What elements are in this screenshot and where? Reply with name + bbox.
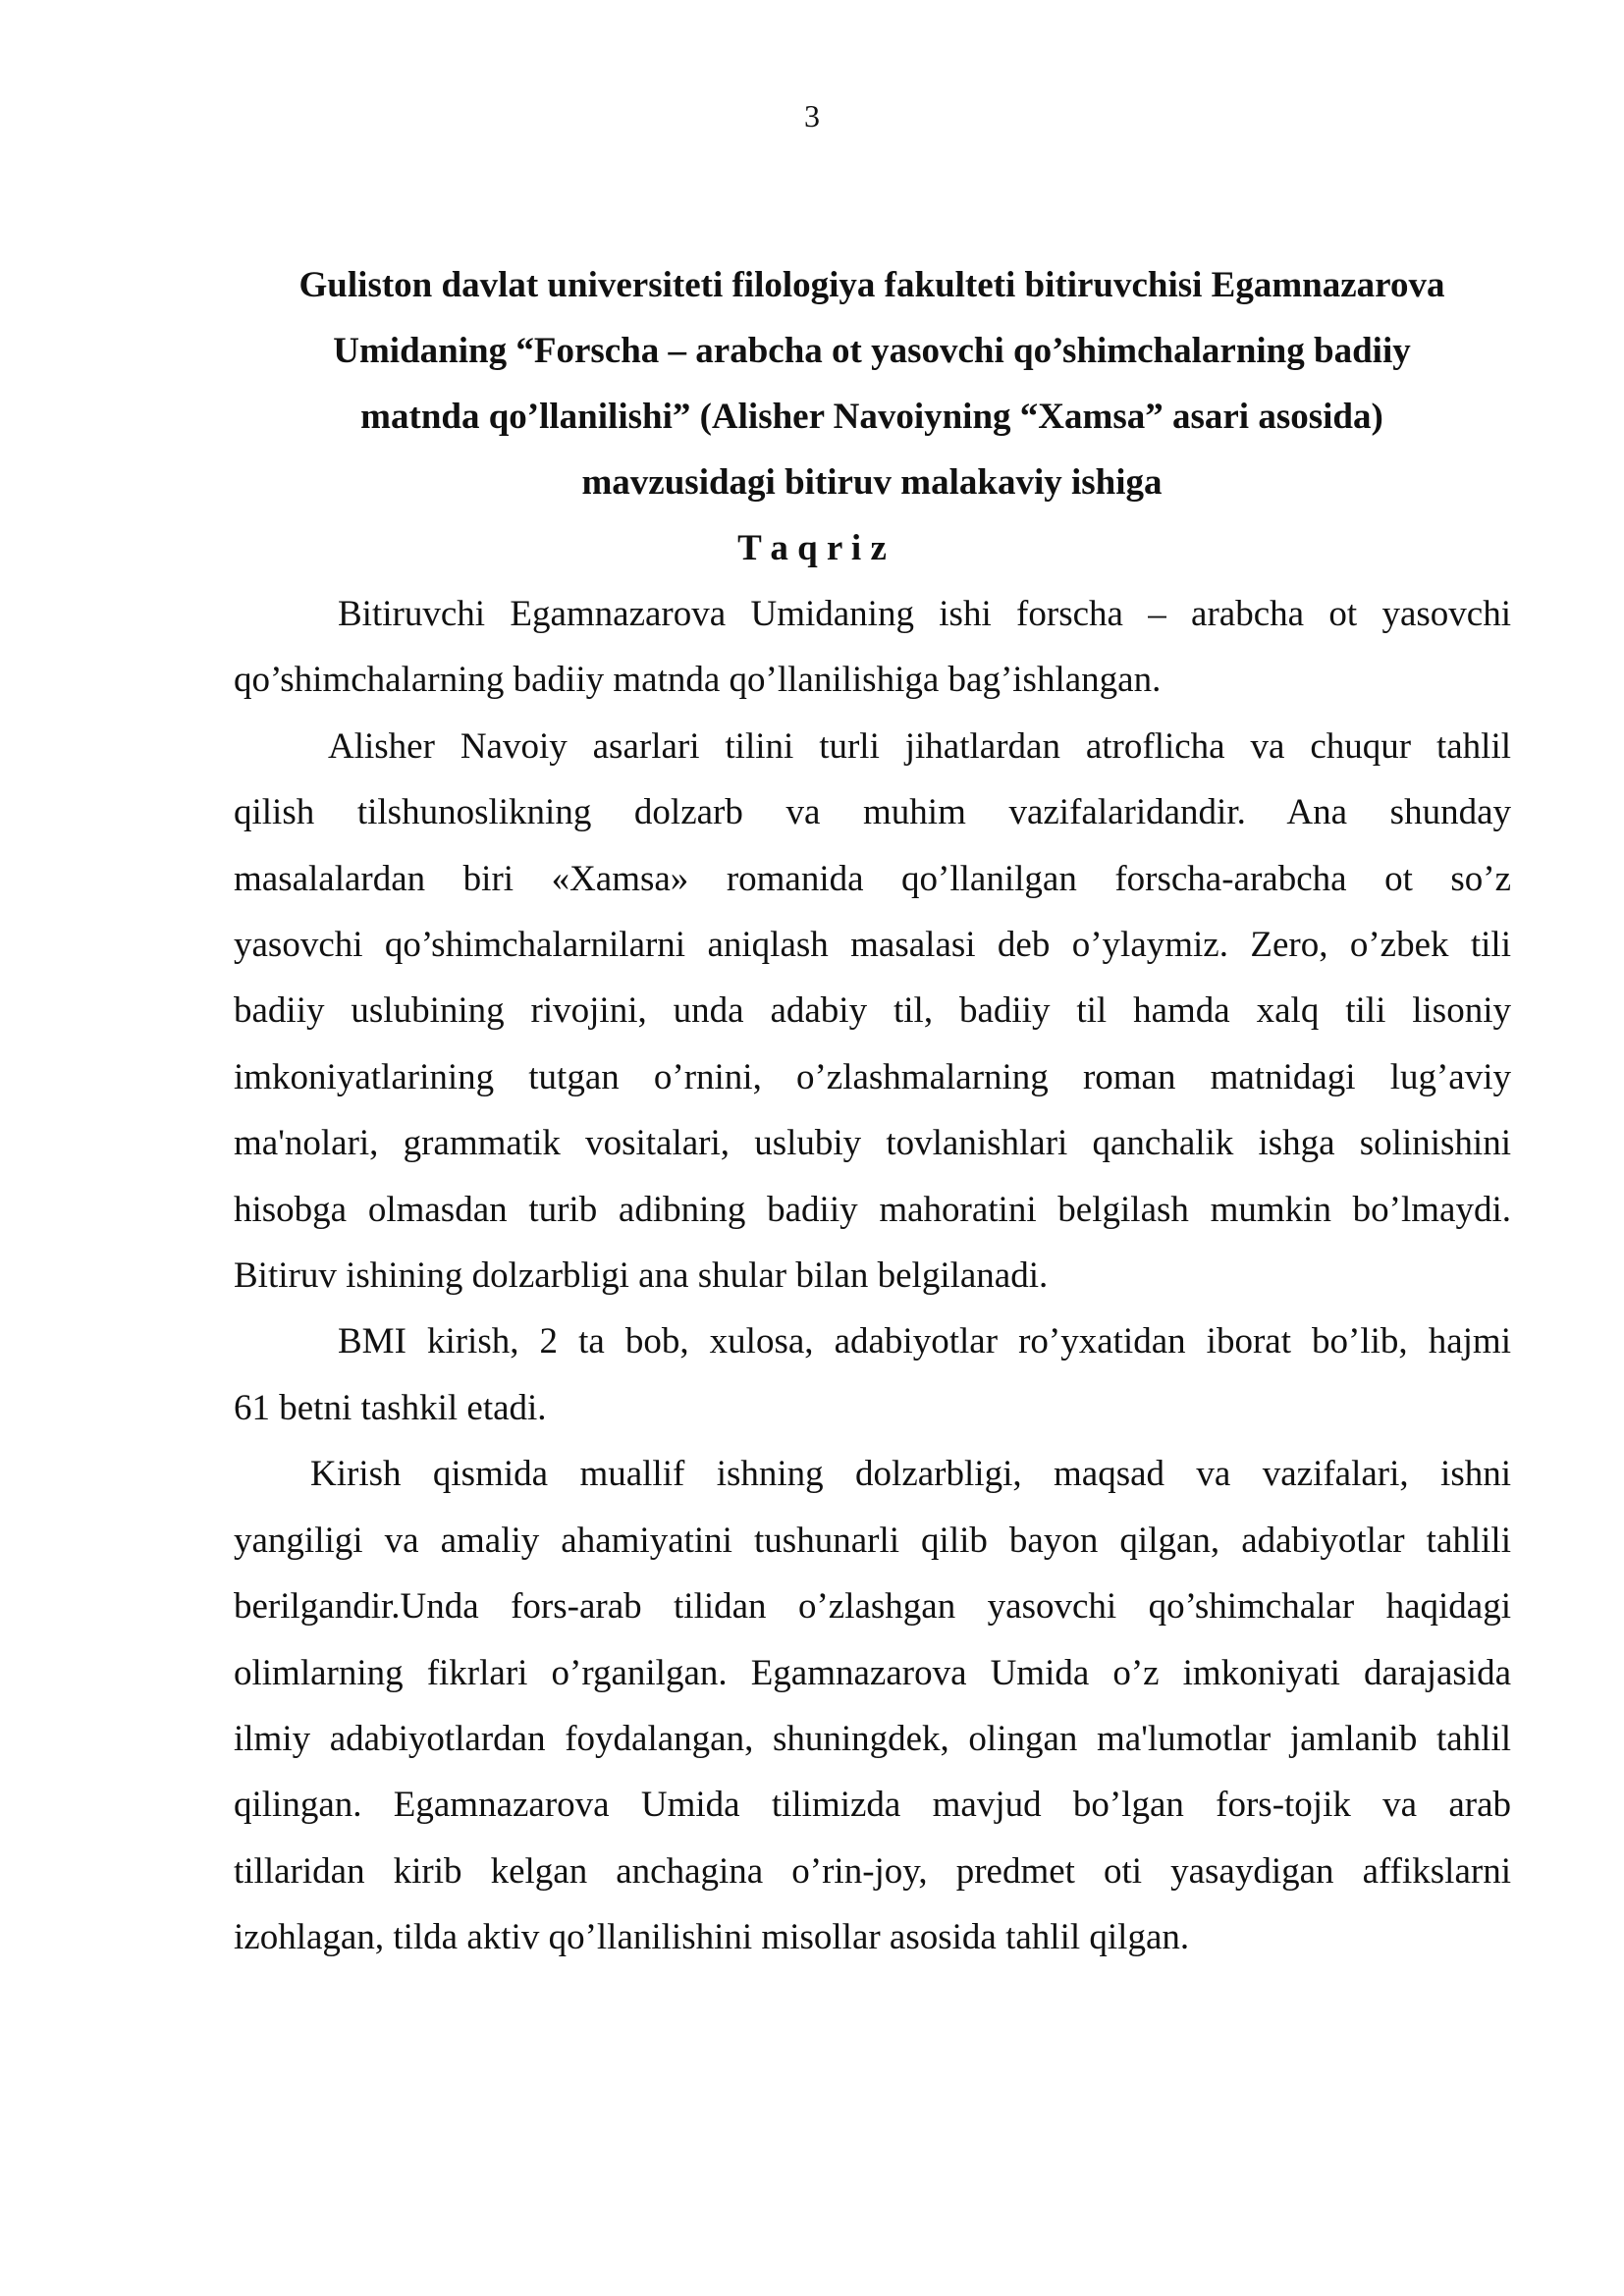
text-line: olimlarning fikrlari o’rganilgan. Egamnazarova Umida o’z imkoniyati darajasida — [234, 1652, 1511, 1693]
text-line: tillaridan kirib kelgan anchagina o’rin-joy, predmet oti yasaydigan affikslarni — [234, 1850, 1511, 1892]
document-heading — [234, 252, 1510, 515]
paragraph-intro — [234, 581, 1511, 714]
text-line: berilgandir.Unda fors-arab tilidan o’zlashgan yasovchi qo’shimchalar haqidagi — [234, 1586, 1511, 1628]
text-line: Bitiruvchi Egamnazarova Umidaning ishi forscha – arabcha ot yasovchi — [338, 594, 1511, 634]
paragraph-introduction-review — [234, 1441, 1511, 1970]
text-line: izohlagan, tilda aktiv qo’llanilishini misollar asosida tahlil qilgan. — [234, 1917, 1190, 1958]
text-line: 61 betni tashkil etadi. — [234, 1387, 547, 1428]
text-line: badiiy uslubining rivojini, unda adabiy til, badiiy til hamda xalq tili lisoniy — [234, 990, 1511, 1032]
text-line: BMI kirish, 2 ta bob, xulosa, adabiyotlar ro’yxatidan iborat bo’lib, hajmi — [338, 1321, 1511, 1362]
text-line: masalalardan biri «Xamsa» romanida qo’llanilgan forscha-arabcha ot so’z — [234, 858, 1511, 899]
page-number: 3 — [804, 98, 820, 133]
text-line: Bitiruv ishining dolzarbligi ana shular bilan belgilanadi. — [234, 1255, 1049, 1297]
heading-line: matnda qo’llanilishi” (Alisher Navoiyning “Xamsa” asari asosida) — [360, 397, 1383, 437]
text-line: ma'nolari, grammatik vositalari, uslubiy tovlanishlari qanchalik ishga solinishini — [234, 1123, 1511, 1164]
heading-line: Umidaning “Forscha – arabcha ot yasovchi qo’shimchalarning badiiy — [333, 331, 1411, 371]
paragraph-relevance — [234, 714, 1511, 1309]
text-line: yangiligi va amaliy ahamiyatini tushunarli qilib bayon qilgan, adabiyotlar tahlili — [234, 1520, 1511, 1561]
text-line: qilingan. Egamnazarova Umida tilimizda mavjud bo’lgan fors-tojik va arab — [234, 1785, 1511, 1826]
text-line: Alisher Navoiy asarlari tilini turli jihatlardan atroflicha va chuqur tahlil — [328, 725, 1511, 767]
text-line: qilish tilshunoslikning dolzarb va muhim vazifalaridandir. Ana shunday — [234, 792, 1511, 833]
text-line: ilmiy adabiyotlardan foydalangan, shuningdek, olingan ma'lumotlar jamlanib tahlil — [234, 1718, 1511, 1759]
heading-line: mavzusidagi bitiruv malakaviy ishiga — [581, 462, 1163, 503]
text-line: hisobga olmasdan turib adibning badiiy mahoratini belgilash mumkin bo’lmaydi. — [234, 1189, 1511, 1230]
document-body — [234, 581, 1511, 1971]
heading-line: Guliston davlat universiteti filologiya fakulteti bitiruvchisi Egamnazarova — [298, 265, 1445, 305]
document-subtitle: T a q r i z — [737, 528, 887, 568]
text-line: imkoniyatlarining tutgan o’rnini, o’zlashmalarning roman matnidagi lug’aviy — [234, 1056, 1511, 1097]
text-line: Kirish qismida muallif ishning dolzarbligi, maqsad va vazifalari, ishni — [310, 1454, 1511, 1495]
paragraph-structure — [234, 1308, 1511, 1441]
text-line: qo’shimchalarning badiiy matnda qo’llanilishiga bag’ishlangan. — [234, 660, 1162, 701]
text-line: yasovchi qo’shimchalarnilarni aniqlash masalasi deb o’ylaymiz. Zero, o’zbek tili — [234, 925, 1511, 966]
